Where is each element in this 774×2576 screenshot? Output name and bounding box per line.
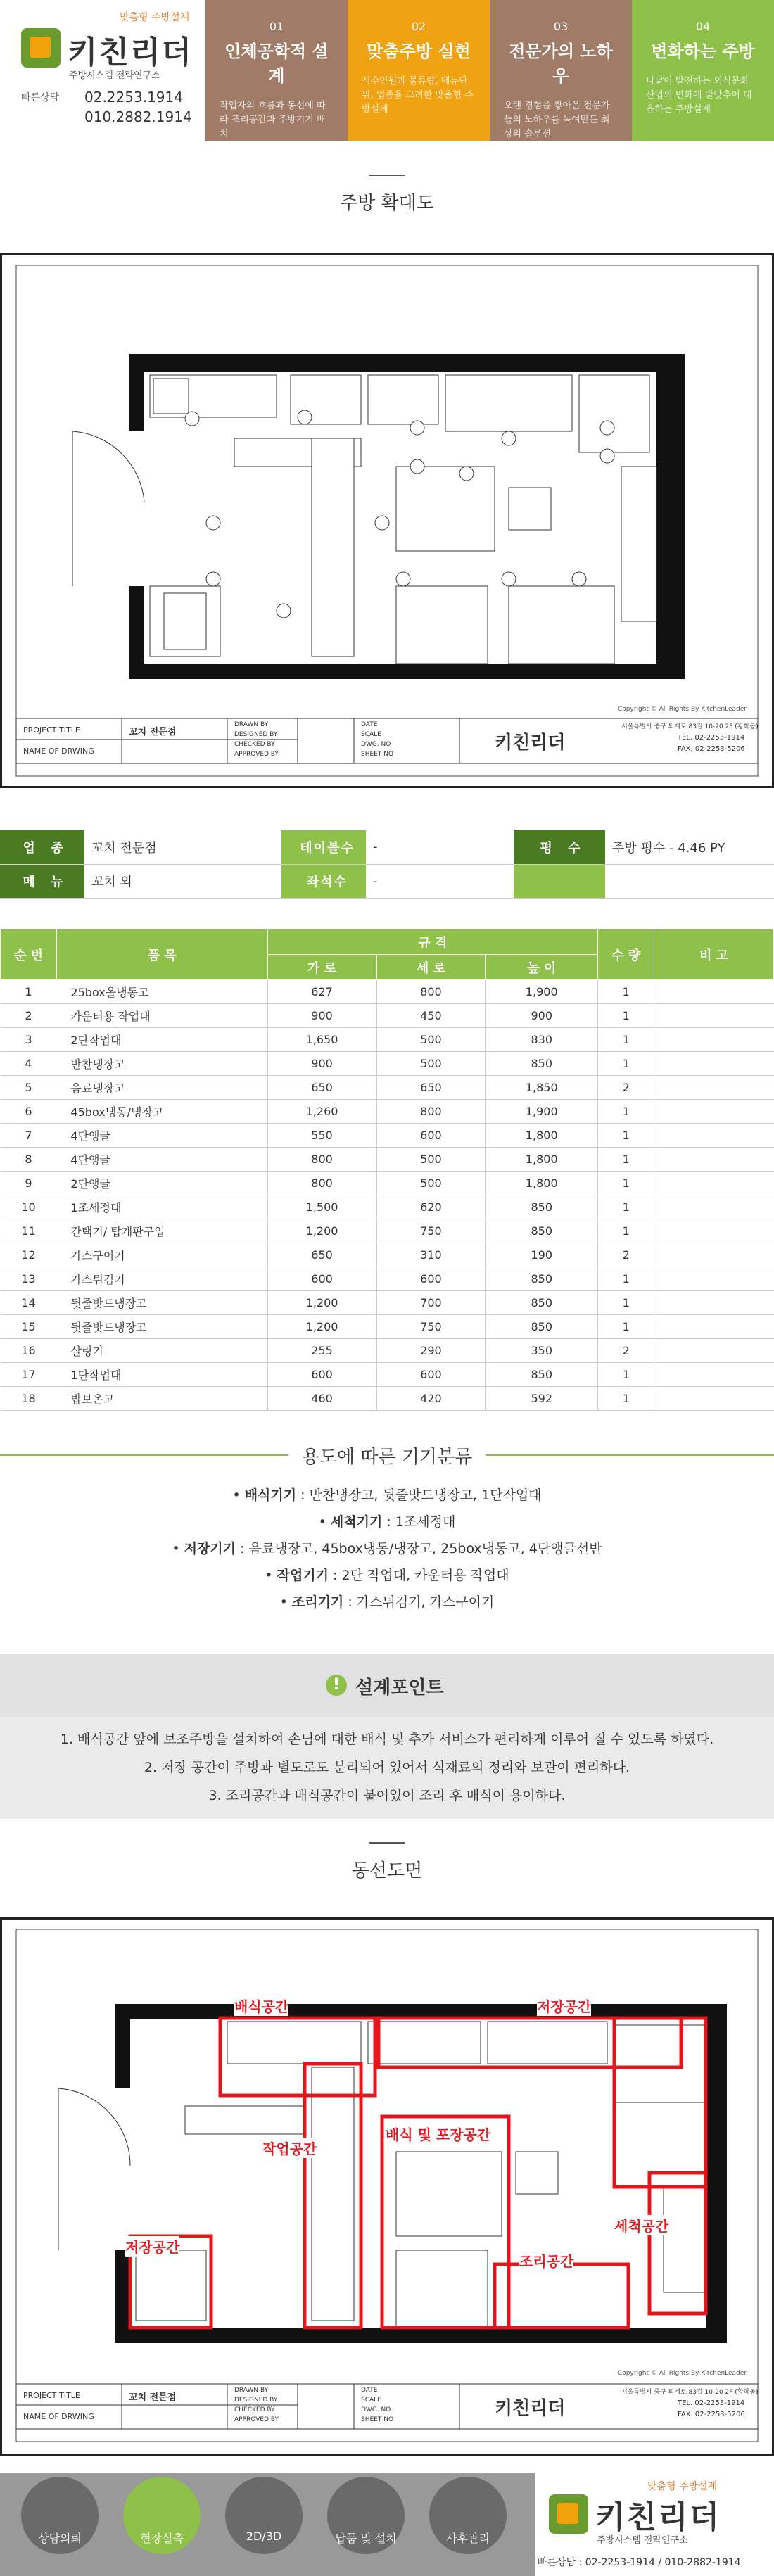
card-number: 03 (553, 20, 569, 33)
tb-address: 서울특별시 중구 퇴계로 83길 10-20 2F (황학동) (621, 2389, 759, 2396)
tb-project-label: PROJECT TITLE (23, 725, 80, 735)
cell-q: 1 (598, 1315, 654, 1339)
cell-name: 4단앵글 (56, 1148, 267, 1172)
cell-q: 1 (598, 1148, 654, 1172)
card-number: 01 (269, 20, 284, 33)
footer-logo-area[interactable] (535, 2473, 774, 2576)
cell-w: 1,200 (267, 1315, 376, 1339)
cell-no: 7 (1, 1124, 57, 1148)
cell-d: 620 (376, 1195, 486, 1219)
cell-w: 255 (267, 1339, 376, 1363)
cell-d: 700 (376, 1291, 486, 1315)
cell-q: 1 (598, 1219, 654, 1243)
classify-label: 저장기기 (184, 1541, 236, 1556)
classify-text: 1조세정대 (395, 1514, 456, 1530)
cell-d: 600 (376, 1363, 486, 1387)
cell-w: 600 (267, 1267, 376, 1291)
cell-note (654, 1100, 774, 1124)
cell-h: 850 (486, 1052, 598, 1076)
cell-note (654, 980, 774, 1004)
cell-note (654, 1339, 774, 1363)
footer-logo-name: 키친리더 (595, 2499, 721, 2535)
cell-no: 12 (1, 1243, 57, 1267)
cell-note (654, 1195, 774, 1219)
classify-item-work: • 작업기기 : 2단 작업대, 카운터용 작업대 (265, 1568, 509, 1583)
area-value: 주방 평수 - 4.46 PY (605, 830, 774, 864)
table-row (1, 1291, 774, 1315)
cell-name: 2단앵글 (56, 1172, 267, 1195)
classify-label: 작업기기 (277, 1568, 329, 1583)
card-text: 식수인원과 물류량, 메뉴단위, 업종을 고려한 맞춤형 주방설계 (362, 76, 474, 115)
classify-text: 음료냉장고, 45box냉동/냉장고, 25box냉동고, 4단앵글선반 (248, 1541, 602, 1556)
section-divider (369, 1842, 405, 1844)
cell-h: 850 (486, 1195, 598, 1219)
section-title-flow: 동선도면 (351, 1860, 423, 1882)
cell-w: 1,500 (267, 1195, 376, 1219)
tb-fax: FAX. 02-2253-5206 (678, 2411, 745, 2418)
design-points-title: 설계포인트 (355, 1677, 444, 1699)
col-spec: 규 격 (267, 929, 598, 955)
cell-q: 2 (598, 1339, 654, 1363)
feature-card-3 (490, 0, 632, 141)
table-count-value: - (366, 830, 514, 864)
logo-sub: 주방시스템 전략연구소 (69, 70, 160, 81)
table-row (1, 1028, 774, 1052)
classify-label: 조리기기 (291, 1594, 344, 1610)
cell-name: 2단작업대 (56, 1028, 267, 1052)
cell-name: 반찬냉장고 (56, 1052, 267, 1076)
cell-q: 1 (598, 1387, 654, 1411)
section-divider (369, 175, 405, 176)
card-number: 02 (411, 20, 426, 33)
col-no: 순 번 (1, 929, 57, 980)
equipment-spec-table (0, 929, 774, 1411)
cell-no: 9 (1, 1172, 57, 1195)
tb-designed: DESIGNED BY (234, 731, 278, 738)
footer-logo-sub: 주방시스템 전략연구소 (597, 2535, 688, 2546)
classify-label: 배식기기 (244, 1487, 297, 1503)
cell-w: 800 (267, 1148, 376, 1172)
col-width: 가 로 (267, 955, 376, 980)
tb-drawn: DRAWN BY (234, 2387, 269, 2394)
table-row (1, 1363, 774, 1387)
cell-d: 500 (376, 1172, 486, 1195)
biz-value: 꼬치 전문점 (84, 830, 281, 864)
cell-name: 뒷줄밧드냉장고 (56, 1291, 267, 1315)
cell-name: 음료냉장고 (56, 1076, 267, 1100)
cell-d: 450 (376, 1004, 486, 1028)
cell-h: 1,900 (486, 980, 598, 1004)
logo-icon (21, 28, 61, 68)
classify-text: 2단 작업대, 카운터용 작업대 (341, 1568, 509, 1583)
classify-item-storage: • 저장기기 : 음료냉장고, 45box냉동/냉장고, 25box냉동고, 4단앵글선반 (172, 1541, 602, 1556)
card-title: 전문가의 노하우 (509, 42, 613, 86)
cell-h: 190 (486, 1243, 598, 1267)
cell-note (654, 1076, 774, 1100)
cell-note (654, 1315, 774, 1339)
cell-w: 900 (267, 1052, 376, 1076)
cell-note (654, 1267, 774, 1291)
cell-note (654, 1148, 774, 1172)
cell-w: 600 (267, 1363, 376, 1387)
tb-sheet: SHEET NO (361, 2416, 394, 2423)
table-row (1, 1267, 774, 1291)
footer-contact: 빠른상담 : 02-2253-1914 / 010-2882-1914 (538, 2557, 741, 2568)
table-row (1, 1076, 774, 1100)
card-text: 나날이 발전하는 외식문화 산업의 변화에 발맞추어 대응하는 주방설계 (646, 76, 752, 115)
card-text: 작업자의 흐름과 동선에 따라 조리공간과 주방기기 배치 (220, 101, 326, 139)
tb-project-value: 꼬치 전문점 (129, 727, 177, 737)
classify-title: 용도에 따른 기기분류 (301, 1447, 473, 1468)
cell-no: 5 (1, 1076, 57, 1100)
cell-note (654, 1291, 774, 1315)
cell-q: 1 (598, 1100, 654, 1124)
aftercare-label: 사후관리 (446, 2532, 490, 2545)
card-title: 변화하는 주방 (651, 42, 755, 61)
table-row (1, 1172, 774, 1195)
site-survey-button[interactable] (123, 2477, 201, 2554)
info-empty-cell (514, 864, 605, 898)
cell-w: 650 (267, 1243, 376, 1267)
cell-w: 650 (267, 1076, 376, 1100)
aftercare-button[interactable] (429, 2477, 507, 2554)
cell-name: 4단앵글 (56, 1124, 267, 1148)
tb-date: DATE (361, 721, 378, 728)
cell-q: 1 (598, 1363, 654, 1387)
feature-card-2 (348, 0, 490, 141)
tb-checked: CHECKED BY (234, 741, 275, 748)
copyright-text: Copyright © All Rights By KitchenLeader (618, 2370, 747, 2377)
consult-button[interactable] (21, 2477, 99, 2554)
table-row (1, 1315, 774, 1339)
zone-serving: 배식공간 (234, 1996, 288, 2016)
biz-label: 업 종 (0, 830, 84, 864)
phone-2: 010.2882.1914 (84, 108, 192, 125)
classify-text: 가스튀김기, 가스구이기 (356, 1594, 495, 1610)
cell-w: 627 (267, 980, 376, 1004)
cell-no: 17 (1, 1363, 57, 1387)
table-row (1, 980, 774, 1004)
cell-d: 500 (376, 1052, 486, 1076)
cell-no: 2 (1, 1004, 57, 1028)
spec-table-body (1, 980, 774, 1411)
cell-no: 10 (1, 1195, 57, 1219)
cell-name: 45box냉동/냉장고 (56, 1100, 267, 1124)
cell-name: 카운터용 작업대 (56, 1004, 267, 1028)
cell-w: 800 (267, 1172, 376, 1195)
cell-w: 460 (267, 1387, 376, 1411)
cell-note (654, 1004, 774, 1028)
feature-card-1 (205, 0, 348, 141)
table-row (1, 1052, 774, 1076)
contact-numbers (84, 87, 192, 127)
cell-d: 500 (376, 1028, 486, 1052)
cell-d: 600 (376, 1124, 486, 1148)
cell-h: 1,800 (486, 1124, 598, 1148)
tb-approved: APPROVED BY (234, 2416, 279, 2423)
cell-h: 850 (486, 1267, 598, 1291)
cell-name: 간택기/ 탑개판구입 (56, 1219, 267, 1243)
cell-note (654, 1219, 774, 1243)
cell-d: 600 (376, 1267, 486, 1291)
classify-label: 세척기기 (330, 1514, 383, 1530)
col-depth: 세 로 (376, 955, 486, 980)
cell-name: 1단작업대 (56, 1363, 267, 1387)
cell-h: 850 (486, 1219, 598, 1243)
footer-logo-tagline: 맞춤형 주방설계 (647, 2481, 718, 2492)
table-row (1, 1219, 774, 1243)
classify-item-cooking: • 조리기기 : 가스튀김기, 가스구이기 (279, 1594, 495, 1610)
col-height: 높 이 (486, 955, 598, 980)
table-row (1, 1124, 774, 1148)
zone-storage-left: 저장공간 (125, 2236, 179, 2257)
cell-d: 500 (376, 1148, 486, 1172)
tb-project-value: 꼬치 전문점 (129, 2392, 177, 2403)
design-point-1: 1. 배식공간 앞에 보조주방을 설치하여 손님에 대한 배식 및 추가 서비스가 편리하게 이루어 질 수 있도록 하였다. (60, 1732, 714, 1747)
cell-name: 가스튀김기 (56, 1267, 267, 1291)
info-table (0, 830, 774, 899)
cell-note (654, 1052, 774, 1076)
seat-value: - (366, 864, 514, 898)
col-qty: 수 량 (598, 929, 654, 980)
cell-w: 900 (267, 1004, 376, 1028)
cell-note (654, 1172, 774, 1195)
tb-date: DATE (361, 2387, 378, 2394)
tb-approved: APPROVED BY (234, 751, 279, 758)
cell-d: 420 (376, 1387, 486, 1411)
design-2d3d-button[interactable] (225, 2477, 303, 2554)
tb-drawn: DRAWN BY (234, 721, 269, 728)
delivery-label: 납품 및 설치 (335, 2532, 397, 2545)
cell-q: 1 (598, 1267, 654, 1291)
table-row (1, 1243, 774, 1267)
classify-text: 반찬냉장고, 뒷줄밧드냉장고, 1단작업대 (309, 1487, 542, 1503)
exclamation-icon: ! (326, 1675, 347, 1696)
info-empty-cell (605, 864, 774, 898)
col-item: 품 목 (56, 929, 267, 980)
cell-q: 1 (598, 1124, 654, 1148)
cell-no: 8 (1, 1148, 57, 1172)
cell-d: 750 (376, 1315, 486, 1339)
design-point-3: 3. 조리공간과 배식공간이 붙어있어 조리 후 배식이 용이하다. (208, 1788, 566, 1803)
tb-dwg: DWG. NO (361, 2406, 391, 2413)
cell-d: 800 (376, 980, 486, 1004)
cell-name: 가스구이기 (56, 1243, 267, 1267)
tb-logo: 키친리더 (495, 2398, 566, 2419)
cell-h: 830 (486, 1028, 598, 1052)
cell-name: 뒷줄밧드냉장고 (56, 1315, 267, 1339)
cell-note (654, 1124, 774, 1148)
kitchen-floor-plan (0, 253, 774, 788)
cell-q: 1 (598, 1052, 654, 1076)
consult-label: 상담의뢰 (38, 2532, 82, 2545)
cell-w: 1,200 (267, 1291, 376, 1315)
cell-w: 1,260 (267, 1100, 376, 1124)
table-row (1, 1195, 774, 1219)
menu-value: 꼬치 외 (84, 864, 281, 898)
cell-h: 900 (486, 1004, 598, 1028)
tb-scale: SCALE (361, 731, 381, 738)
footer-logo-icon (549, 2494, 588, 2534)
cell-d: 310 (376, 1243, 486, 1267)
logo-name: 키친리더 (68, 34, 194, 70)
card-title: 맞춤주방 실현 (367, 42, 471, 61)
table-row (1, 1100, 774, 1124)
cell-note (654, 1363, 774, 1387)
delivery-button[interactable] (327, 2477, 405, 2554)
cell-no: 6 (1, 1100, 57, 1124)
cell-no: 4 (1, 1052, 57, 1076)
cell-name: 1조세정대 (56, 1195, 267, 1219)
cell-h: 350 (486, 1339, 598, 1363)
cell-no: 16 (1, 1339, 57, 1363)
cell-d: 800 (376, 1100, 486, 1124)
cell-q: 2 (598, 1076, 654, 1100)
feature-card-4 (632, 0, 774, 141)
tb-checked: CHECKED BY (234, 2406, 275, 2413)
card-title: 인체공학적 설계 (224, 42, 329, 86)
card-number: 04 (695, 20, 711, 33)
cell-no: 15 (1, 1315, 57, 1339)
menu-label: 메 뉴 (0, 864, 84, 898)
contact-label: 빠른상담 (21, 92, 60, 103)
zone-storage-top: 저장공간 (537, 1996, 591, 2016)
table-count-label: 테이블수 (281, 830, 366, 864)
cell-note (654, 1028, 774, 1052)
site-survey-label: 현장실측 (140, 2532, 184, 2545)
cell-note (654, 1243, 774, 1267)
cell-h: 1,800 (486, 1148, 598, 1172)
cell-no: 18 (1, 1387, 57, 1411)
card-text: 오랜 경험을 쌓아온 전문가들의 노하우를 녹여만든 최상의 솔루션 (504, 101, 610, 139)
cell-h: 850 (486, 1291, 598, 1315)
tb-logo: 키친리더 (495, 732, 566, 754)
tb-sheet: SHEET NO (361, 751, 394, 758)
copyright-text: Copyright © All Rights By KitchenLeader (618, 706, 747, 713)
cell-q: 1 (598, 1004, 654, 1028)
cell-w: 550 (267, 1124, 376, 1148)
phone-1: 02.2253.1914 (84, 89, 183, 106)
zone-work: 작업공간 (262, 2138, 317, 2158)
cell-h: 1,850 (486, 1076, 598, 1100)
cell-no: 13 (1, 1267, 57, 1291)
cell-name: 밥보온고 (56, 1387, 267, 1411)
table-row (1, 1387, 774, 1411)
cell-no: 14 (1, 1291, 57, 1315)
design-2d3d-label: 2D/3D (246, 2530, 282, 2543)
tb-designed: DESIGNED BY (234, 2397, 278, 2404)
cell-q: 1 (598, 1028, 654, 1052)
tb-address: 서울특별시 중구 퇴계로 83길 10-20 2F (황학동) (621, 723, 759, 730)
tb-tel: TEL. 02-2253-1914 (678, 2399, 745, 2407)
tb-drawing-label: NAME OF DRWING (23, 2412, 94, 2421)
col-note: 비 고 (654, 929, 774, 980)
cell-note (654, 1387, 774, 1411)
tb-drawing-label: NAME OF DRWING (23, 747, 94, 756)
cell-h: 850 (486, 1315, 598, 1339)
cell-w: 1,650 (267, 1028, 376, 1052)
table-row (1, 1339, 774, 1363)
cell-name: 살링기 (56, 1339, 267, 1363)
cell-q: 1 (598, 1172, 654, 1195)
logo-tagline: 맞춤형 주방설계 (120, 12, 190, 23)
cell-q: 1 (598, 1291, 654, 1315)
area-label: 평 수 (514, 830, 605, 864)
flow-floor-plan (0, 1917, 774, 2456)
cell-no: 3 (1, 1028, 57, 1052)
tb-dwg: DWG. NO (361, 741, 391, 748)
cell-h: 850 (486, 1363, 598, 1387)
tb-tel: TEL. 02-2253-1914 (678, 734, 745, 742)
zone-washing: 세척공간 (614, 2215, 668, 2235)
cell-d: 650 (376, 1076, 486, 1100)
cell-h: 592 (486, 1387, 598, 1411)
seat-label: 좌석수 (281, 864, 366, 898)
tb-project-label: PROJECT TITLE (23, 2391, 80, 2400)
cell-h: 1,900 (486, 1100, 598, 1124)
cell-d: 750 (376, 1219, 486, 1243)
cell-h: 1,800 (486, 1172, 598, 1195)
design-point-2: 2. 저장 공간이 주방과 별도로도 분리되어 있어서 식재료의 정리와 보관이 편리하다. (144, 1760, 630, 1775)
cell-d: 290 (376, 1339, 486, 1363)
classify-item-washing: • 세척기기 : 1조세정대 (318, 1514, 456, 1530)
tb-scale: SCALE (361, 2397, 381, 2404)
tb-fax: FAX. 02-2253-5206 (678, 745, 745, 753)
cell-no: 1 (1, 980, 57, 1004)
cell-name: 25box올냉동고 (56, 980, 267, 1004)
table-row (1, 1004, 774, 1028)
logo-area[interactable] (0, 0, 204, 141)
cell-q: 1 (598, 980, 654, 1004)
cell-w: 1,200 (267, 1219, 376, 1243)
cell-q: 2 (598, 1243, 654, 1267)
zone-serving-packing: 배식 및 포장공간 (386, 2124, 490, 2144)
cell-no: 11 (1, 1219, 57, 1243)
table-row (1, 1148, 774, 1172)
zone-cooking: 조리공간 (519, 2250, 573, 2271)
section-title-enlarged: 주방 확대도 (340, 193, 434, 214)
classify-item-serving: • 배식기기 : 반찬냉장고, 뒷줄밧드냉장고, 1단작업대 (232, 1487, 542, 1503)
cell-q: 1 (598, 1195, 654, 1219)
